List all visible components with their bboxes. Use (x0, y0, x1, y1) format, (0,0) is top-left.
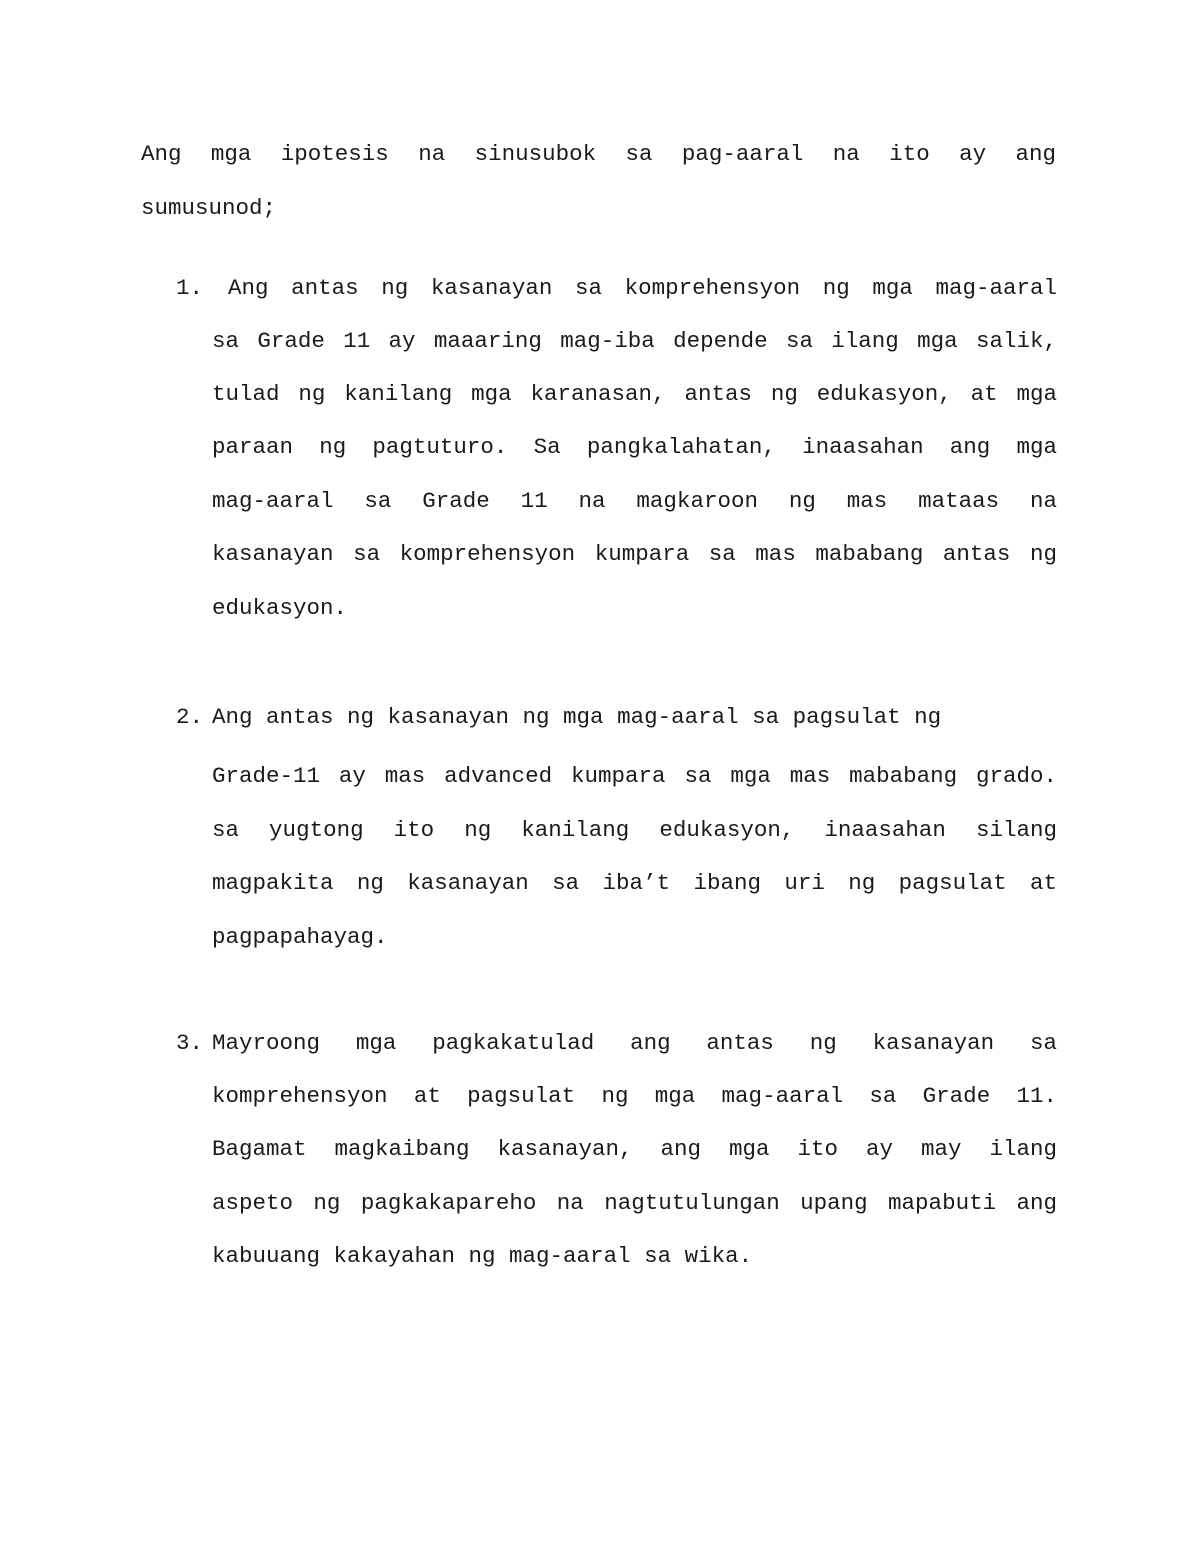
list-item-line: mag-aaral sa Grade 11 na magkaroon ng mas mataas na (212, 488, 1057, 514)
list-item-line: Bagamat magkaibang kasanayan, ang mga ito ay may ilang (212, 1136, 1057, 1162)
list-item-line: tulad ng kanilang mga karanasan, antas ng edukasyon, at mga (212, 381, 1057, 407)
list-item-line: komprehensyon at pagsulat ng mga mag-aaral sa Grade 11. (212, 1083, 1057, 1109)
list-item-line: Mayroong mga pagkakatulad ang antas ng kasanayan sa (212, 1030, 1057, 1056)
list-item-line: kasanayan sa komprehensyon kumpara sa mas mababang antas ng (212, 541, 1057, 567)
list-item-line: paraan ng pagtuturo. Sa pangkalahatan, inaasahan ang mga (212, 434, 1057, 460)
list-item-number: 1. (176, 275, 204, 301)
list-item-line: aspeto ng pagkakapareho na nagtutulungan upang mapabuti ang (212, 1190, 1057, 1216)
list-item-line: sa yugtong ito ng kanilang edukasyon, inaasahan silang (212, 817, 1057, 843)
intro-line: sumusunod; (141, 195, 277, 221)
list-item-line: Grade-11 ay mas advanced kumpara sa mga mas mababang grado. (212, 763, 1057, 789)
intro-line: Ang mga ipotesis na sinusubok sa pag-aaral na ito ay ang (141, 141, 1056, 167)
list-item-line: pagpapahayag. (212, 924, 388, 950)
list-item-line: kabuuang kakayahan ng mag-aaral sa wika. (212, 1243, 753, 1269)
list-item-line: sa Grade 11 ay maaaring mag-iba depende sa ilang mga salik, (212, 328, 1057, 354)
list-item-line: magpakita ng kasanayan sa iba’t ibang uri ng pagsulat at (212, 870, 1057, 896)
list-item-line: edukasyon. (212, 595, 348, 621)
list-item-number: 3. (176, 1030, 204, 1056)
list-item-line: Ang antas ng kasanayan ng mga mag-aaral sa pagsulat ng (212, 704, 942, 730)
list-item-line: Ang antas ng kasanayan sa komprehensyon ng mga mag-aaral (228, 275, 1057, 301)
list-item-number: 2. (176, 704, 204, 730)
